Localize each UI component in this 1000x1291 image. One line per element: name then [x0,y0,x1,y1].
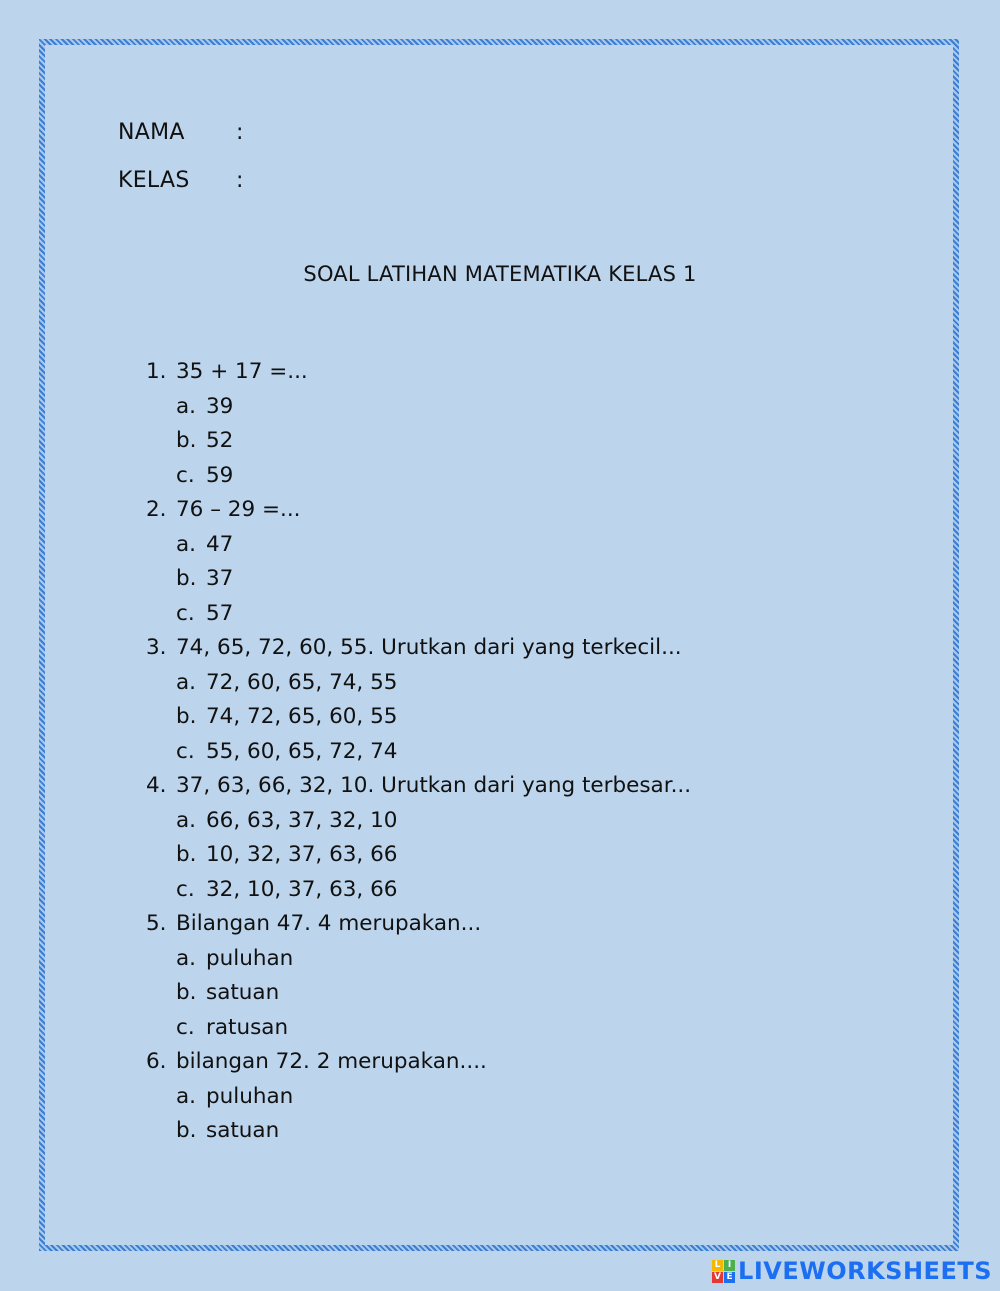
logo-tile: V [712,1272,723,1283]
option-letter: c. [176,876,195,902]
option-text: 39 [206,393,234,419]
option-text: puluhan [206,1083,294,1109]
option-letter: a. [176,945,197,971]
option-text: 55, 60, 65, 72, 74 [206,738,398,764]
answer-option[interactable] [176,528,691,563]
nama-colon: : [236,120,244,145]
answer-option[interactable] [176,459,691,494]
answer-option[interactable] [176,597,691,632]
answer-option[interactable] [176,390,691,425]
question-item [146,907,691,1045]
question-item [146,1045,691,1149]
nama-row [118,120,244,145]
answer-option[interactable] [176,666,691,701]
kelas-label: KELAS [118,168,190,193]
option-list [146,528,691,632]
option-letter: c. [176,462,195,488]
option-text: puluhan [206,945,294,971]
option-text: 74, 72, 65, 60, 55 [206,704,398,729]
answer-option[interactable] [176,838,691,873]
option-text: 59 [206,462,234,488]
question-item [146,769,691,907]
option-letter: a. [176,393,197,419]
option-letter: c. [176,1014,195,1040]
question-item [146,355,691,493]
option-text: satuan [206,1118,280,1143]
logo-tile: E [724,1272,735,1283]
option-text: 72, 60, 65, 74, 55 [206,669,398,695]
option-text: satuan [206,980,280,1005]
answer-option[interactable] [176,976,691,1011]
answer-option[interactable] [176,942,691,977]
option-text: 10, 32, 37, 63, 66 [206,842,398,867]
answer-option[interactable] [176,700,691,735]
option-letter: b. [176,1118,197,1143]
option-letter: c. [176,600,195,626]
option-list [146,390,691,494]
option-text: ratusan [206,1014,289,1040]
question-text: 35 + 17 =... [176,359,308,384]
liveworksheets-logo-icon [712,1260,735,1283]
option-text: 47 [206,531,234,557]
question-number: 1. [146,359,167,384]
answer-option[interactable] [176,735,691,770]
option-letter: a. [176,807,197,833]
answer-option[interactable] [176,1080,691,1115]
question-text: Bilangan 47. 4 merupakan... [176,911,482,936]
option-text: 57 [206,600,234,626]
option-list [146,804,691,908]
kelas-row [118,168,244,193]
option-letter: b. [176,566,197,591]
question-list [146,355,691,1149]
option-list [146,942,691,1046]
option-letter: a. [176,1083,197,1109]
option-text: 32, 10, 37, 63, 66 [206,876,398,902]
option-text: 66, 63, 37, 32, 10 [206,807,398,833]
option-letter: c. [176,738,195,764]
logo-tile: I [724,1260,735,1271]
answer-option[interactable] [176,562,691,597]
option-letter: b. [176,428,197,453]
question-text: 74, 65, 72, 60, 55. Urutkan dari yang terkecil... [176,635,682,660]
option-list [146,666,691,770]
nama-label: NAMA [118,120,185,145]
question-number: 6. [146,1049,167,1074]
liveworksheets-brand [712,1257,992,1285]
option-letter: a. [176,531,197,557]
option-list [146,1080,691,1149]
option-letter: b. [176,980,197,1005]
question-number: 2. [146,497,167,522]
kelas-colon: : [236,168,244,193]
answer-option[interactable] [176,873,691,908]
question-item [146,493,691,631]
option-letter: b. [176,842,197,867]
question-number: 3. [146,635,167,660]
question-text: 37, 63, 66, 32, 10. Urutkan dari yang terbesar... [176,773,692,798]
option-letter: a. [176,669,197,695]
brand-text: LIVEWORKSHEETS [738,1257,992,1285]
question-text: bilangan 72. 2 merupakan.... [176,1049,487,1074]
answer-option[interactable] [176,424,691,459]
answer-option[interactable] [176,1114,691,1149]
worksheet-title: SOAL LATIHAN MATEMATIKA KELAS 1 [303,262,697,286]
question-number: 4. [146,773,167,798]
answer-option[interactable] [176,1011,691,1046]
question-number: 5. [146,911,167,936]
option-text: 37 [206,566,234,591]
option-letter: b. [176,704,197,729]
question-item [146,631,691,769]
logo-tile: L [712,1260,723,1271]
answer-option[interactable] [176,804,691,839]
option-text: 52 [206,428,234,453]
question-text: 76 – 29 =... [176,497,301,522]
